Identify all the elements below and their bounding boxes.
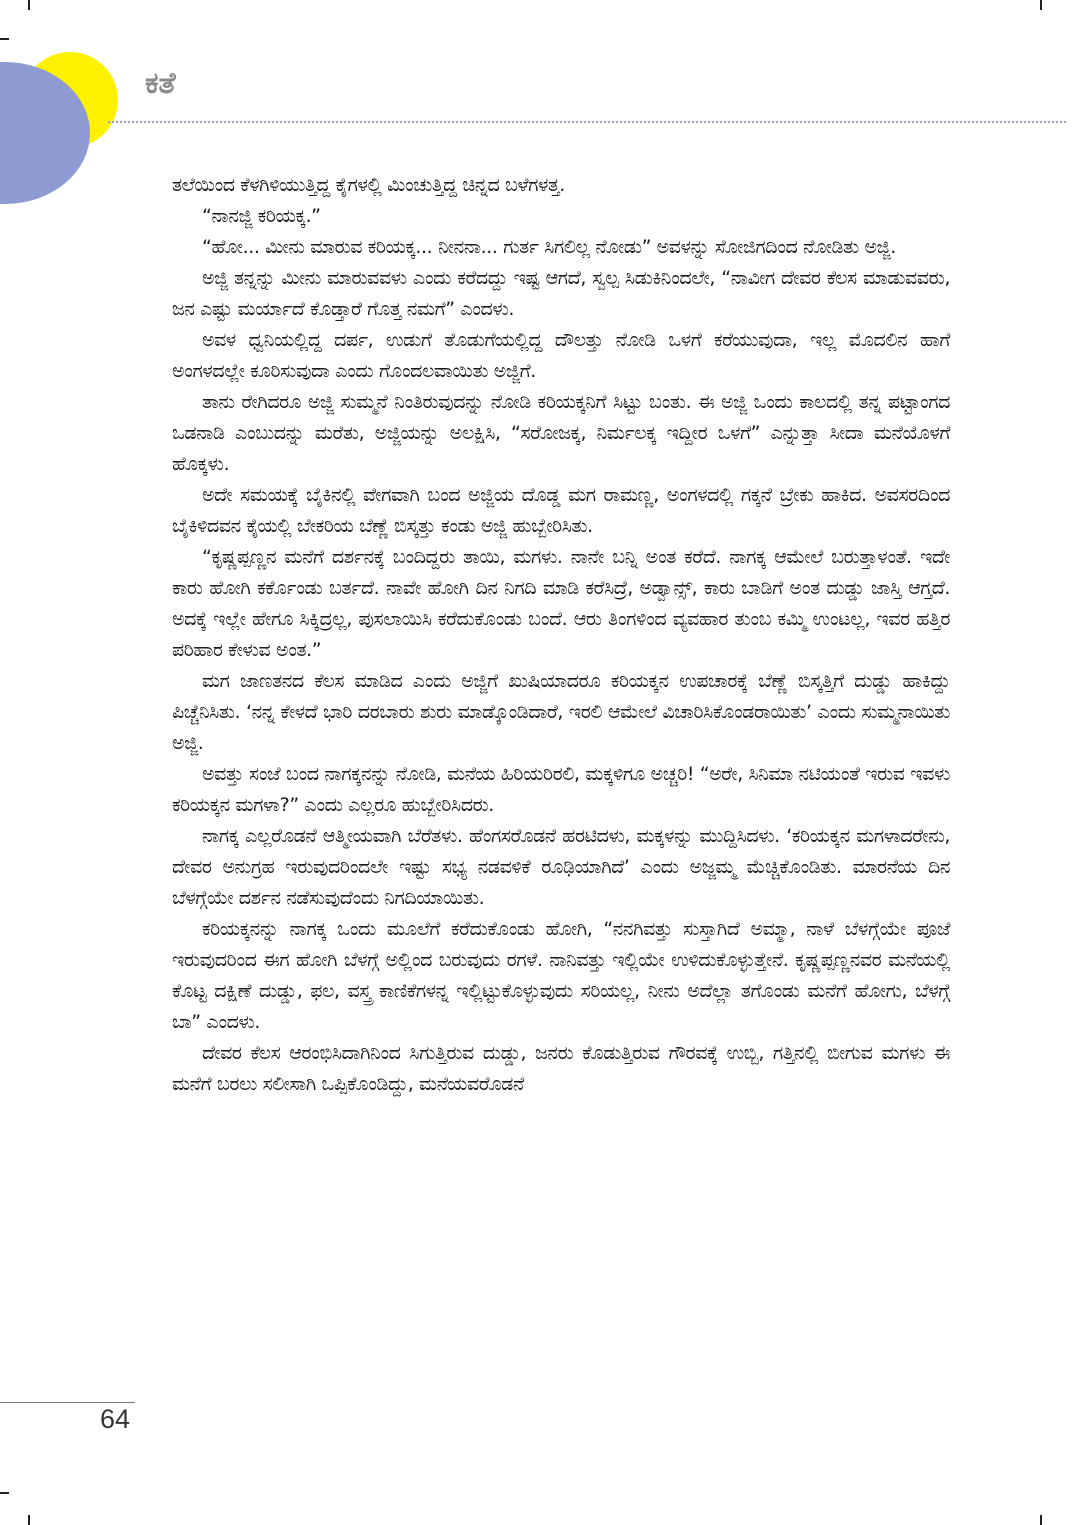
paragraph: ಅಜ್ಜಿ ತನ್ನನ್ನು ಮೀನು ಮಾರುವವಳು ಎಂದು ಕರೆದದ್ದು ಇಷ್ಟ ಆಗದೆ, ಸ್ವಲ್ಪ ಸಿಡುಕಿನಿಂದಲೇ, “ನಾವೀಗ ದೇವರ ಕೆಲಸ ಮಾಡುವವರು, ಜನ ಎಷ್ಟು ಮರ್ಯಾದೆ ಕೊಡ್ತಾರೆ ಗೊತ್ತ ನಮಗೆ” ಎಂದಳು.: [172, 267, 950, 320]
crop-mark-top-right: [1040, 0, 1042, 10]
paragraph: ಅವತ್ತು ಸಂಜೆ ಬಂದ ನಾಗಕ್ಕನನ್ನು ನೋಡಿ, ಮನೆಯ ಹಿರಿಯರಿರಲಿ, ಮಕ್ಕಳಿಗೂ ಅಚ್ಚರಿ! “ಅರೇ, ಸಿನಿಮಾ ನಟಿಯಂತೆ ಇರುವ ಇವಳು ಕರಿಯಕ್ಕನ ಮಗಳಾ?” ಎಂದು ಎಲ್ಲರೂ ಹುಬ್ಬೇರಿಸಿದರು.: [172, 763, 950, 816]
crop-mark-bottom-right: [1040, 1515, 1042, 1525]
paragraph: ತಲೆಯಿಂದ ಕೆಳಗಿಳಿಯುತ್ತಿದ್ದ ಕೈಗಳಲ್ಲಿ ಮಿಂಚುತ್ತಿದ್ದ ಚಿನ್ನದ ಬಳೆಗಳತ್ತ.: [172, 174, 565, 196]
paragraph: “ಕೃಷ್ಣಪ್ಪಣ್ಣನ ಮನೆಗೆ ದರ್ಶನಕ್ಕೆ ಬಂದಿದ್ದರು ತಾಯಿ, ಮಗಳು. ನಾನೇ ಬನ್ನಿ ಅಂತ ಕರೆದೆ. ನಾಗಕ್ಕ ಆಮೇಲೆ ಬರುತ್ತಾಳಂತೆ. ಇದೇ ಕಾರು ಹೋಗಿ ಕರ್ಕೊಂಡು ಬರ್ತದೆ. ನಾವೇ ಹೋಗಿ ದಿನ ನಿಗದಿ ಮಾಡಿ ಕರೆಸಿದ್ರೆ, ಅಡ್ವಾನ್ಸ್, ಕಾರು ಬಾಡಿಗೆ ಅಂತ ದುಡ್ಡು ಜಾಸ್ತಿ ಆಗ್ತದೆ. ಅದಕ್ಕೆ ಇಲ್ಲೇ ಹೇಗೂ ಸಿಕ್ಕಿದ್ರಲ್ಲ, ಪುಸಲಾಯಿಸಿ ಕರೆದುಕೊಂಡು ಬಂದೆ. ಆರು ತಿಂಗಳಿಂದ ವ್ಯವಹಾರ ತುಂಬ ಕಮ್ಮಿ ಉಂಟಲ್ಲ, ಇವರ ಹತ್ತಿರ ಪರಿಹಾರ ಕೇಳುವ ಅಂತ.”: [172, 546, 950, 661]
paragraph: ಅವಳ ಧ್ವನಿಯಲ್ಲಿದ್ದ ದರ್ಪ, ಉಡುಗೆ ತೊಡುಗೆಯಲ್ಲಿದ್ದ ದೌಲತ್ತು ನೋಡಿ ಒಳಗೆ ಕರೆಯುವುದಾ, ಇಲ್ಲ ಮೊದಲಿನ ಹಾಗೆ ಅಂಗಳದಲ್ಲೇ ಕೂರಿಸುವುದಾ ಎಂದು ಗೊಂದಲವಾಯಿತು ಅಜ್ಜಿಗೆ.: [172, 329, 950, 382]
crop-mark-bottom-left: [28, 1515, 30, 1525]
crop-mark-left-lower: [0, 1492, 9, 1494]
paragraph: “ನಾನಜ್ಜಿ ಕರಿಯಕ್ಕ.”: [202, 205, 321, 227]
paragraph: ಕರಿಯಕ್ಕನನ್ನು ನಾಗಕ್ಕ ಒಂದು ಮೂಲೆಗೆ ಕರೆದುಕೊಂಡು ಹೋಗಿ, “ನನಗಿವತ್ತು ಸುಸ್ತಾಗಿದೆ ಅಮ್ಮಾ, ನಾಳೆ ಬೆಳಗ್ಗೆಯೇ ಪೂಜೆ ಇರುವುದರಿಂದ ಈಗ ಹೋಗಿ ಬೆಳಗ್ಗೆ ಅಲ್ಲಿಂದ ಬರುವುದು ರಗಳೆ. ನಾನಿವತ್ತು ಇಲ್ಲಿಯೇ ಉಳಿದುಕೊಳ್ಳುತ್ತೇನೆ. ಕೃಷ್ಣಪ್ಪಣ್ಣನವರ ಮನೆಯಲ್ಲಿ ಕೊಟ್ಟ ದಕ್ಷಿಣೆ ದುಡ್ಡು, ಫಲ, ವಸ್ತ್ರ ಕಾಣಿಕೆಗಳನ್ನ ಇಲ್ಲಿಟ್ಟುಕೊಳ್ಳುವುದು ಸರಿಯಲ್ಲ, ನೀನು ಅದೆಲ್ಲಾ ತಗೊಂಡು ಮನೆಗೆ ಹೋಗು, ಬೆಳಗ್ಗೆ ಬಾ” ಎಂದಳು.: [172, 918, 950, 1033]
decorative-circles: [0, 40, 140, 220]
paragraph: ನಾಗಕ್ಕ ಎಲ್ಲರೊಡನೆ ಆತ್ಮೀಯವಾಗಿ ಬೆರೆತಳು. ಹೆಂಗಸರೊಡನೆ ಹರಟಿದಳು, ಮಕ್ಕಳನ್ನು ಮುದ್ದಿಸಿದಳು. ‘ಕರಿಯಕ್ಕನ ಮಗಳಾದರೇನು, ದೇವರ ಅನುಗ್ರಹ ಇರುವುದರಿಂದಲೇ ಇಷ್ಟು ಸಭ್ಯ ನಡವಳಿಕೆ ರೂಢಿಯಾಗಿದೆ’ ಎಂದು ಅಜ್ಜಮ್ಮ ಮೆಚ್ಚಿಕೊಂಡಿತು. ಮಾರನೆಯ ದಿನ ಬೆಳಗ್ಗೆಯೇ ದರ್ಶನ ನಡೆಸುವುದೆಂದು ನಿಗದಿಯಾಯಿತು.: [172, 825, 950, 909]
footer-rule: [0, 1402, 135, 1403]
story-body: [172, 170, 950, 1100]
crop-mark-top-left: [28, 0, 30, 10]
paragraph: ಮಗ ಜಾಣತನದ ಕೆಲಸ ಮಾಡಿದ ಎಂದು ಅಜ್ಜಿಗೆ ಖುಷಿಯಾದರೂ ಕರಿಯಕ್ಕನ ಉಪಚಾರಕ್ಕೆ ಬೆಣ್ಣೆ ಬಿಸ್ಕತ್ತಿಗೆ ದುಡ್ಡು ಹಾಕಿದ್ದು ಪಿಚ್ಚೆನಿಸಿತು. ‘ನನ್ನ ಕೇಳದೆ ಭಾರಿ ದರಬಾರು ಶುರು ಮಾಡ್ಕೊಂಡಿದಾರೆ, ಇರಲಿ ಆಮೇಲೆ ವಿಚಾರಿಸಿಕೊಂಡರಾಯಿತು’ ಎಂದು ಸುಮ್ಮನಾಯಿತು ಅಜ್ಜಿ.: [172, 670, 950, 754]
paragraph: ತಾನು ರೇಗಿದರೂ ಅಜ್ಜಿ ಸುಮ್ಮನೆ ನಿಂತಿರುವುದನ್ನು ನೋಡಿ ಕರಿಯಕ್ಕನಿಗೆ ಸಿಟ್ಟು ಬಂತು. ಈ ಅಜ್ಜಿ ಒಂದು ಕಾಲದಲ್ಲಿ ತನ್ನ ಪಟ್ಟಾಂಗದ ಒಡನಾಡಿ ಎಂಬುದನ್ನು ಮರೆತು, ಅಜ್ಜಿಯನ್ನು ಅಲಕ್ಷಿಸಿ, “ಸರೋಜಕ್ಕ, ನಿರ್ಮಲಕ್ಕ ಇದ್ದೀರ ಒಳಗೆ” ಎನ್ನುತ್ತಾ ಸೀದಾ ಮನೆಯೊಳಗೆ ಹೊಕ್ಕಳು.: [172, 391, 950, 475]
page-number: 64: [100, 1404, 131, 1434]
section-title: ಕತೆ: [145, 66, 176, 101]
dotted-divider: [108, 121, 1066, 123]
paragraph: “ಹೋ... ಮೀನು ಮಾರುವ ಕರಿಯಕ್ಕ... ನೀನನಾ... ಗುರ್ತ ಸಿಗಲಿಲ್ಲ ನೋಡು” ಅವಳನ್ನು ಸೋಜಿಗದಿಂದ ನೋಡಿತು ಅಜ್ಜಿ.: [202, 236, 896, 258]
paragraph: ಅದೇ ಸಮಯಕ್ಕೆ ಬೈಕಿನಲ್ಲಿ ವೇಗವಾಗಿ ಬಂದ ಅಜ್ಜಿಯ ದೊಡ್ಡ ಮಗ ರಾಮಣ್ಣ, ಅಂಗಳದಲ್ಲಿ ಗಕ್ಕನೆ ಬ್ರೇಕು ಹಾಕಿದ. ಅವಸರದಿಂದ ಬೈಕಿಳಿದವನ ಕೈಯಲ್ಲಿ ಬೇಕರಿಯ ಬೆಣ್ಣೆ ಬಿಸ್ಕತ್ತು ಕಂಡು ಅಜ್ಜಿ ಹುಬ್ಬೇರಿಸಿತು.: [172, 484, 950, 537]
paragraph: ದೇವರ ಕೆಲಸ ಆರಂಭಿಸಿದಾಗಿನಿಂದ ಸಿಗುತ್ತಿರುವ ದುಡ್ಡು, ಜನರು ಕೊಡುತ್ತಿರುವ ಗೌರವಕ್ಕೆ ಉಬ್ಬಿ, ಗತ್ತಿನಲ್ಲಿ ಬೀಗುವ ಮಗಳು ಈ ಮನೆಗೆ ಬರಲು ಸಲೀಸಾಗಿ ಒಪ್ಪಿಕೊಂಡಿದ್ದು, ಮನೆಯವರೊಡನೆ: [172, 1042, 950, 1095]
